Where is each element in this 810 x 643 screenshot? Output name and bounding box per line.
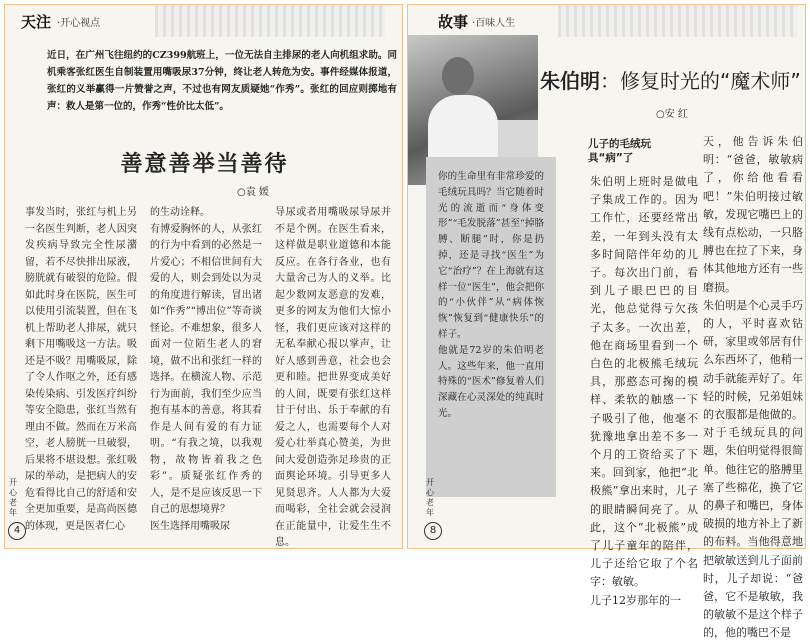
article-title: 善意善举当善待: [120, 152, 289, 177]
column-brand: 天注: [21, 13, 52, 31]
body-column-3: 导尿或者用嘴吸尿导尿并不是个例。在医生看来，这样做是职业道德和本能反应。在各行各业，也有大量舍己为人的义举。比起少数网友恶意的发难，更多的网友为他们大惊小怪，我们更应该对这样的无私奉献心报以掌声，让好人感到善意，社会也会更和睦。把世界变成美好的人间，既要有张红这样甘于付出、乐于奉献的有爱之人，也需要每个人对爱心壮举真心赞美，为世间大爱创造弥足珍贵的正面舆论环境。引导更多人见贤思齐。人人都为大爱而喝彩，全社会就会浸润在正能量中，让爱生生不息。: [275, 207, 391, 548]
right-page: [407, 4, 806, 640]
article-title: 朱伯明：修复时光的“魔术师”: [540, 69, 801, 93]
page-number: 8: [424, 522, 442, 540]
lead-paragraph: 近日，在广州飞往纽约的CZ399航班上，一位无法自主排尿的老人向机组求助。同机乘客张红医生自制装置用嘴吸尿37分钟，终让老人转危为安。事件经媒体报道，张红的义举赢得一片赞誉之声，不过也有网友质疑她“作秀”。张红的回应则掷地有声：救人是第一位的，作秀“性价比太低”。: [47, 50, 397, 112]
section-title: 儿子的毛绒玩具“病”了: [588, 138, 651, 164]
column-section: ·开心视点: [57, 18, 101, 29]
left-page: [4, 4, 403, 549]
header-decoration: [558, 5, 798, 37]
header-decoration: [155, 5, 385, 37]
body-column-1: 朱伯明上班时是做电子集成工作的。因为工作忙，还要经常出差，一年到头没有太多时间陪伴年幼的儿子。每次出门前，看到儿子眼巴巴的目光，他总觉得亏欠孩子太多。一次出差，他在商场里看到一个白色的北极熊毛绒玩具，那憨态可掬的模样、柔软的触感一下子吸引了他，他毫不犹豫地拿出差不多一个月的工资给买了下来。回到家，他把“北极熊”拿出来时，儿子的眼睛瞬间亮了。从此，这个“北极熊”成了儿子童年的陪伴，儿子还给它取了个名字：敏敏。 儿子12岁那年的一: [590, 175, 698, 607]
body-column-2: 的生动诠释。 有博爱胸怀的人，从张红的行为中看到的必然是一片爱心；不相信世间有大爱的人，则会到处以为灵的角度进行解读，冒出诸如“作秀”“博出位”等奇谈怪论。不难想象，很多人面对一位陌生老人的窘境，做不出和张红一样的选择。在横流人物、示范行为面前，我们至少应当抱有基本的善意，将其看作是人间有爱的有力证明。“有我之境，以我观物，故物皆着我之色彩”。质疑张红作秀的人，是不是应该反思一下自己的思想境界？ 医生选择用嘴吸尿: [150, 207, 262, 532]
intro-quote-box: 你的生命里有非常珍爱的毛绒玩具吗？当它随着时光的流逝而“身体变形”“毛发脱落”甚至“掉胳膊、断腿”时，你是扔掉，还是寻找“医生”为它“治疗”？在上海就有这样一位“医生”，他会把你的“小伙伴”从“病体恢恢”恢复到“健康快乐”的样子。 他就是72岁的朱伯明老人。这些年来，他一直用特殊的“医术”修复着人们深藏在心灵深处的纯真时光。: [426, 157, 556, 497]
margin-mark: 开心老年: [9, 478, 17, 517]
column-section: ·百味人生: [472, 18, 516, 29]
margin-mark: 开心老年: [426, 478, 434, 517]
body-column-1: 事发当时，张红与机上另一名医生判断，老人因突发疾病导致完全性尿潴留，若不尽快排出尿液，膀胱就有破裂的危险。假如此时身在医院，医生可以使用引流装置，但在飞机上帮助老人排尿，就只剩下用嘴吸这一方法。吸还是不吸？用嘴吸尿，除了令人作呕之外，还有感染传染病、引发医疗纠纷等安全隐患，张红当然有理由不做。然而在万米高空，老人膀胱一旦破裂，后果将不堪设想。张红吸尿的举动，是把病人的安危看得比自己的舒适和安全更加重要，是高尚医德的体现，更是医者仁心: [25, 207, 137, 532]
page-number: 4: [8, 522, 26, 540]
article-byline: ○安 红: [656, 109, 688, 120]
article-byline: ○袁 媛: [237, 187, 269, 198]
body-column-2: 天，他告诉朱伯明：“爸爸，敏敏病了，你给他看看吧！”朱伯明接过敏敏，发现它嘴巴上的线有点松动，一只胳膊也在拉了下来，身体其他地方还有一些磨损。 朱伯明是个心灵手巧的人，平时喜欢钻研，家里或邻居有什么东西坏了，他稍一动手就能弄好了。年轻的时候，兄弟姐妹的衣服都是他做的。对于毛绒玩具的问题，朱伯明觉得很简单。他往它的胳膊里塞了些棉花，换了它的鼻子和嘴巴，身体破损的地方补上了新的布料。当他得意地把敏敏送到儿子面前时，儿子却说：“爸爸，它不是敏敏，我的敏敏不是这个样子的，他的嘴巴不是: [703, 135, 803, 640]
column-brand: 故事: [438, 13, 469, 31]
